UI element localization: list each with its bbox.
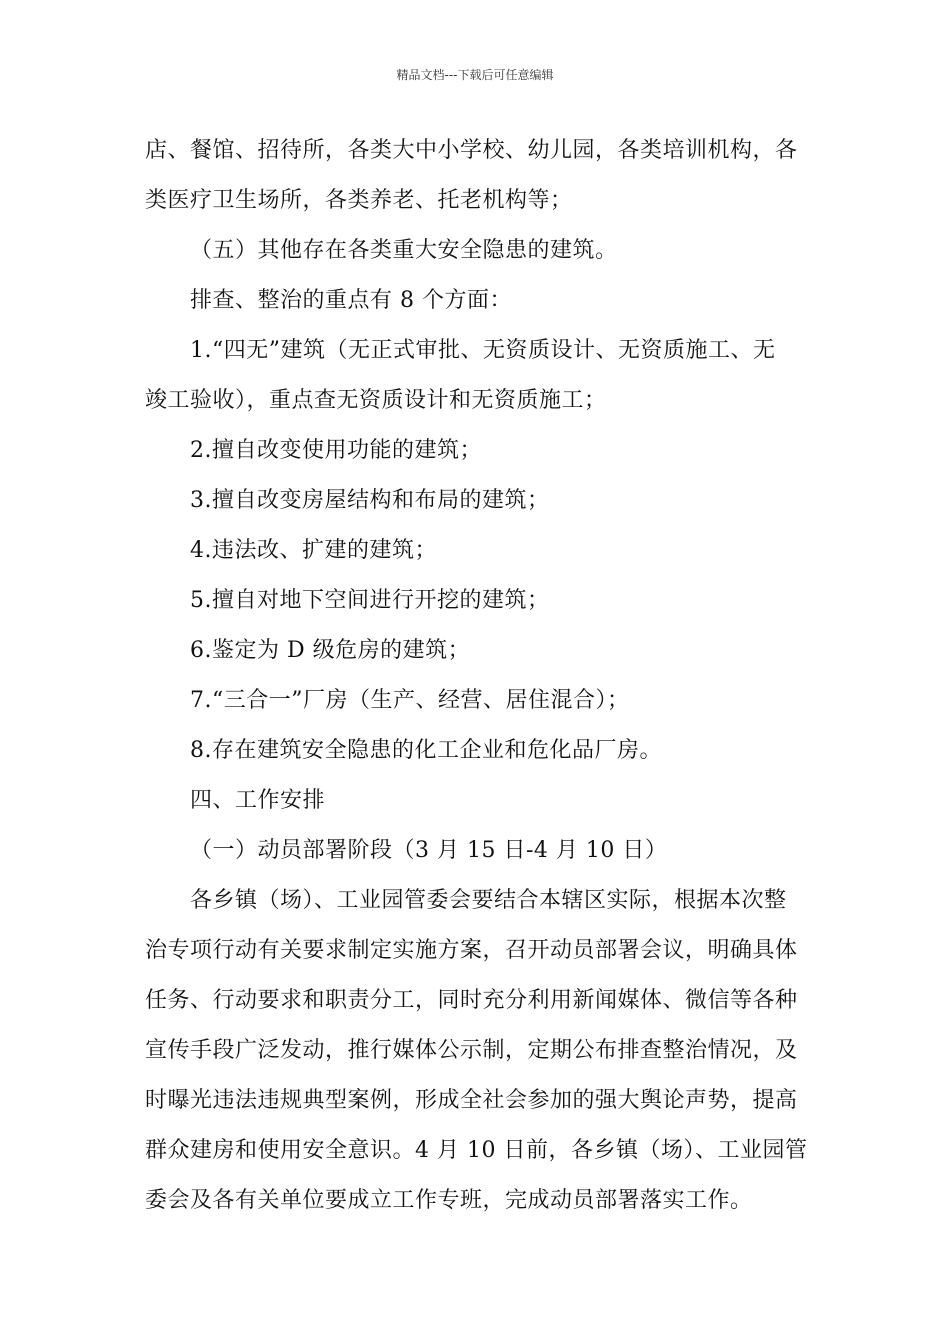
document-body <box>145 126 810 1226</box>
page-header: 精品文档---下载后可任意编辑 <box>396 68 554 82</box>
text-line: 7.“三合一”厂房（生产、经营、居住混合）； <box>190 688 630 713</box>
text-line: 委会及各有关单位要成立工作专班，完成动员部署落实工作。 <box>145 1188 753 1213</box>
text-line: 治专项行动有关要求制定实施方案，召开动员部署会议，明确具体 <box>145 938 798 963</box>
text-line: 店、餐馆、招待所，各类大中小学校、幼儿园，各类培训机构，各 <box>145 138 798 163</box>
text-line: 类医疗卫生场所，各类养老、托老机构等； <box>145 188 573 213</box>
text-line: 6.鉴定为 D 级危房的建筑； <box>190 638 471 663</box>
text-line: 时曝光违法违规典型案例，形成全社会参加的强大舆论声势，提高 <box>145 1088 798 1113</box>
text-line: 3.擅自改变房屋结构和布局的建筑； <box>190 488 550 513</box>
text-line: 4.违法改、扩建的建筑； <box>190 538 437 563</box>
text-line: 排查、整治的重点有 8 个方面： <box>190 288 512 313</box>
text-line: 各乡镇（场）、工业园管委会要结合本辖区实际，根据本次整 <box>190 888 787 913</box>
text-line: 群众建房和使用安全意识。4 月 10 日前，各乡镇（场）、工业园管 <box>145 1138 808 1163</box>
text-line: 1.“四无”建筑（无正式审批、无资质设计、无资质施工、无 <box>190 338 776 363</box>
text-line: （五）其他存在各类重大安全隐患的建筑。 <box>190 238 618 263</box>
text-line: 竣工验收），重点查无资质设计和无资质施工； <box>145 388 607 413</box>
text-line: 任务、行动要求和职责分工，同时充分利用新闻媒体、微信等各种 <box>145 988 798 1013</box>
text-line: （一）动员部署阶段（3 月 15 日-4 月 10 日） <box>190 838 668 863</box>
text-line: 宣传手段广泛发动，推行媒体公示制，定期公布排查整治情况，及 <box>145 1038 798 1063</box>
text-line: 四、工作安排 <box>190 788 326 813</box>
text-line: 2.擅自改变使用功能的建筑； <box>190 438 482 463</box>
text-line: 8.存在建筑安全隐患的化工企业和危化品厂房。 <box>190 738 662 763</box>
text-line: 5.擅自对地下空间进行开挖的建筑； <box>190 588 550 613</box>
